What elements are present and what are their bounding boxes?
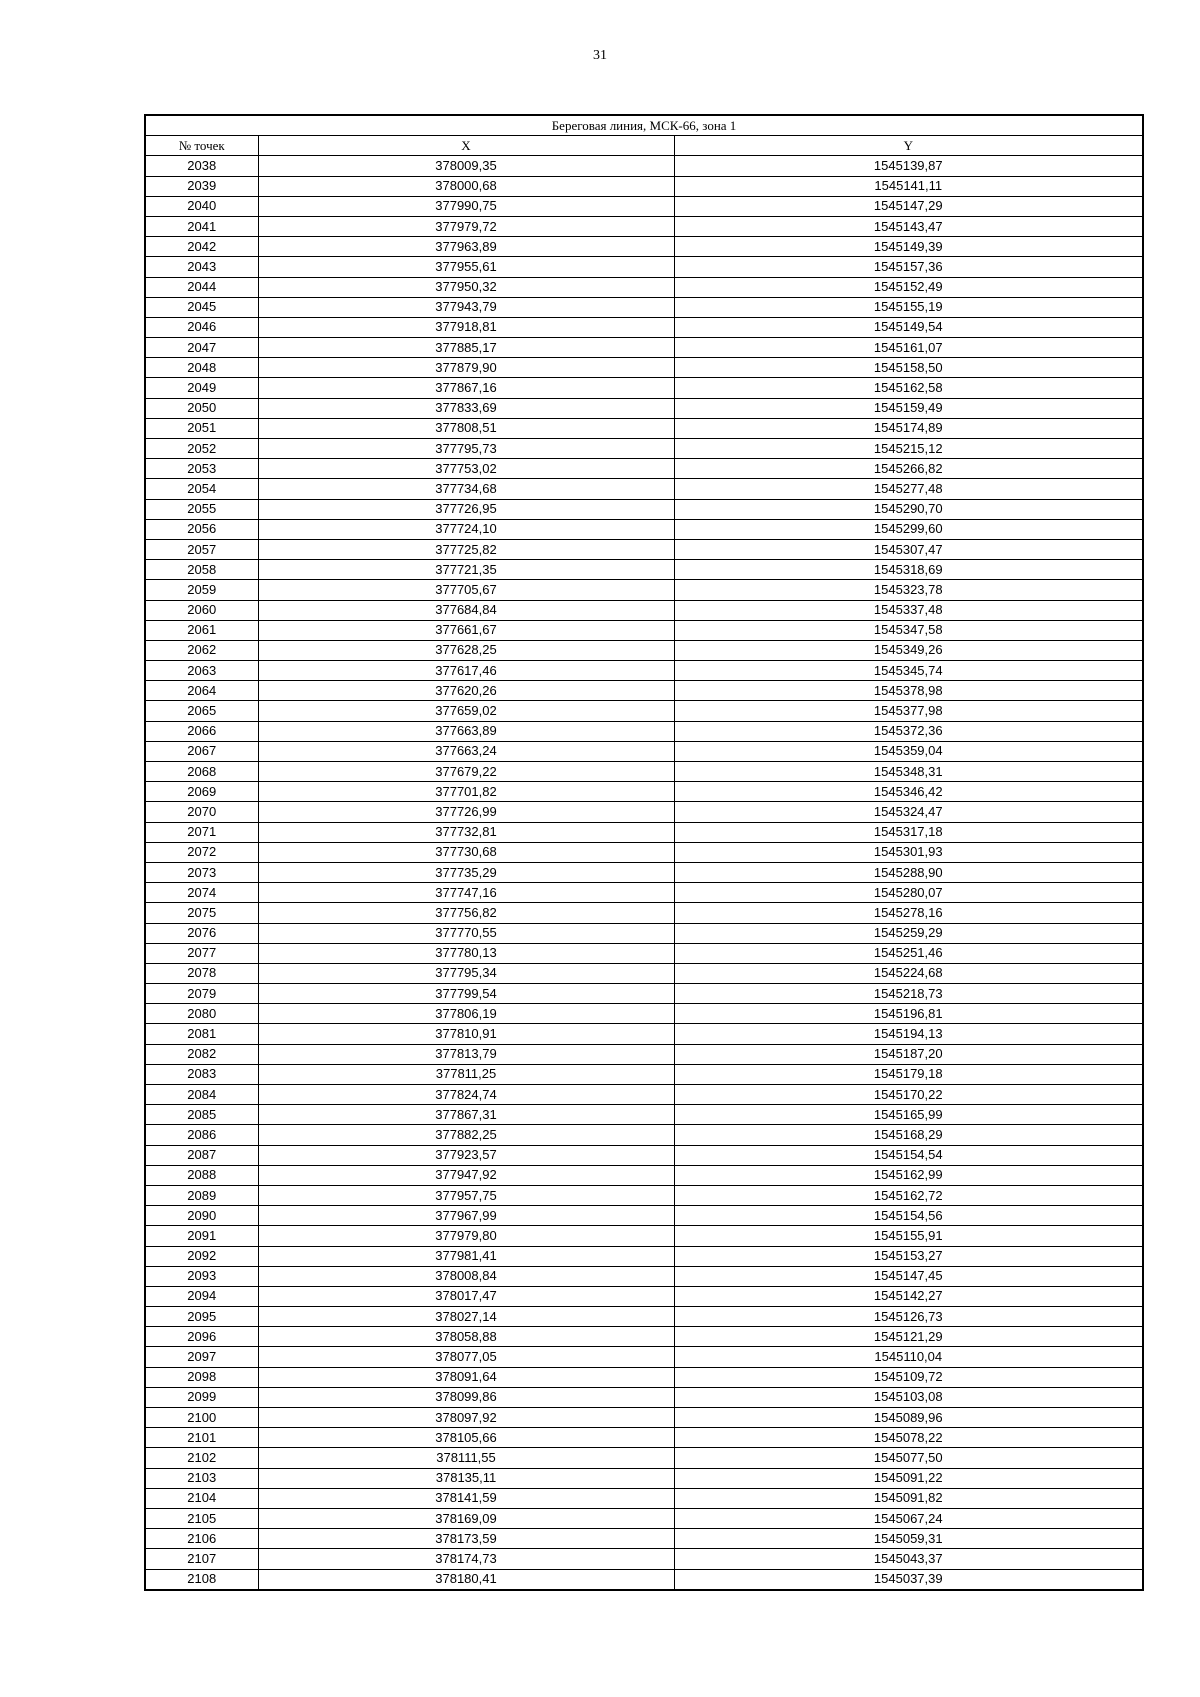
- cell-point-number: 2052: [145, 439, 258, 459]
- cell-point-number: 2079: [145, 984, 258, 1004]
- cell-y: 1545179,18: [674, 1064, 1143, 1084]
- cell-point-number: 2054: [145, 479, 258, 499]
- table-title: Береговая линия, МСК-66, зона 1: [145, 115, 1143, 136]
- cell-x: 377721,35: [258, 560, 674, 580]
- table-row: [145, 984, 1143, 1004]
- cell-x: 377730,68: [258, 842, 674, 862]
- cell-y: 1545301,93: [674, 842, 1143, 862]
- cell-y: 1545337,48: [674, 600, 1143, 620]
- table-row: [145, 1286, 1143, 1306]
- cell-point-number: 2082: [145, 1044, 258, 1064]
- cell-y: 1545139,87: [674, 156, 1143, 176]
- cell-x: 377918,81: [258, 317, 674, 337]
- cell-y: 1545126,73: [674, 1307, 1143, 1327]
- cell-x: 377981,41: [258, 1246, 674, 1266]
- cell-x: 377725,82: [258, 539, 674, 559]
- table-row: [145, 1266, 1143, 1286]
- table-row: [145, 539, 1143, 559]
- cell-x: 377679,22: [258, 762, 674, 782]
- table-row: [145, 600, 1143, 620]
- cell-x: 377795,73: [258, 439, 674, 459]
- cell-y: 1545153,27: [674, 1246, 1143, 1266]
- cell-x: 378174,73: [258, 1549, 674, 1569]
- cell-point-number: 2076: [145, 923, 258, 943]
- table-row: [145, 479, 1143, 499]
- cell-y: 1545159,49: [674, 398, 1143, 418]
- cell-y: 1545378,98: [674, 681, 1143, 701]
- table-row: [145, 418, 1143, 438]
- cell-y: 1545162,72: [674, 1185, 1143, 1205]
- cell-point-number: 2048: [145, 358, 258, 378]
- cell-point-number: 2087: [145, 1145, 258, 1165]
- cell-x: 377950,32: [258, 277, 674, 297]
- cell-x: 377963,89: [258, 237, 674, 257]
- cell-y: 1545089,96: [674, 1408, 1143, 1428]
- cell-point-number: 2060: [145, 600, 258, 620]
- cell-point-number: 2065: [145, 701, 258, 721]
- cell-point-number: 2107: [145, 1549, 258, 1569]
- cell-point-number: 2102: [145, 1448, 258, 1468]
- table-row: [145, 782, 1143, 802]
- cell-x: 377770,55: [258, 923, 674, 943]
- cell-x: 377947,92: [258, 1165, 674, 1185]
- table-row: [145, 560, 1143, 580]
- cell-y: 1545377,98: [674, 701, 1143, 721]
- table-row: [145, 963, 1143, 983]
- table-row: [145, 903, 1143, 923]
- cell-point-number: 2074: [145, 883, 258, 903]
- cell-y: 1545323,78: [674, 580, 1143, 600]
- cell-point-number: 2108: [145, 1569, 258, 1590]
- table-row: [145, 943, 1143, 963]
- cell-point-number: 2038: [145, 156, 258, 176]
- cell-y: 1545277,48: [674, 479, 1143, 499]
- table-row: [145, 1448, 1143, 1468]
- cell-x: 377726,99: [258, 802, 674, 822]
- table-row: [145, 1508, 1143, 1528]
- table-row: [145, 1408, 1143, 1428]
- table-row: [145, 1044, 1143, 1064]
- cell-x: 377824,74: [258, 1085, 674, 1105]
- cell-y: 1545142,27: [674, 1286, 1143, 1306]
- table-row: [145, 1125, 1143, 1145]
- table-row: [145, 741, 1143, 761]
- cell-y: 1545345,74: [674, 661, 1143, 681]
- table-row: [145, 1246, 1143, 1266]
- cell-point-number: 2066: [145, 721, 258, 741]
- cell-x: 377882,25: [258, 1125, 674, 1145]
- cell-x: 378105,66: [258, 1428, 674, 1448]
- cell-x: 377943,79: [258, 297, 674, 317]
- page-number: 31: [593, 48, 607, 63]
- table-row: [145, 297, 1143, 317]
- cell-x: 378135,11: [258, 1468, 674, 1488]
- table-row: [145, 499, 1143, 519]
- table-row: [145, 1145, 1143, 1165]
- table-row: [145, 176, 1143, 196]
- cell-point-number: 2089: [145, 1185, 258, 1205]
- cell-point-number: 2075: [145, 903, 258, 923]
- cell-x: 378008,84: [258, 1266, 674, 1286]
- cell-point-number: 2069: [145, 782, 258, 802]
- cell-x: 377756,82: [258, 903, 674, 923]
- cell-x: 377867,16: [258, 378, 674, 398]
- table-row: [145, 580, 1143, 600]
- table-row: [145, 459, 1143, 479]
- cell-point-number: 2097: [145, 1347, 258, 1367]
- cell-x: 377684,84: [258, 600, 674, 620]
- cell-x: 377955,61: [258, 257, 674, 277]
- cell-y: 1545091,22: [674, 1468, 1143, 1488]
- table-row: [145, 1428, 1143, 1448]
- cell-y: 1545215,12: [674, 439, 1143, 459]
- cell-point-number: 2045: [145, 297, 258, 317]
- cell-point-number: 2083: [145, 1064, 258, 1084]
- table-title-row: [145, 115, 1143, 136]
- cell-y: 1545290,70: [674, 499, 1143, 519]
- cell-point-number: 2080: [145, 1004, 258, 1024]
- cell-x: 377705,67: [258, 580, 674, 600]
- cell-x: 377799,54: [258, 984, 674, 1004]
- cell-point-number: 2071: [145, 822, 258, 842]
- cell-x: 377967,99: [258, 1206, 674, 1226]
- table-row: [145, 681, 1143, 701]
- table-row: [145, 1468, 1143, 1488]
- table-row: [145, 237, 1143, 257]
- cell-y: 1545155,91: [674, 1226, 1143, 1246]
- cell-point-number: 2094: [145, 1286, 258, 1306]
- cell-point-number: 2105: [145, 1508, 258, 1528]
- cell-x: 377724,10: [258, 519, 674, 539]
- cell-y: 1545121,29: [674, 1327, 1143, 1347]
- cell-x: 377867,31: [258, 1105, 674, 1125]
- cell-y: 1545154,54: [674, 1145, 1143, 1165]
- cell-point-number: 2093: [145, 1266, 258, 1286]
- cell-x: 377879,90: [258, 358, 674, 378]
- table-row: [145, 338, 1143, 358]
- cell-x: 377747,16: [258, 883, 674, 903]
- cell-x: 378077,05: [258, 1347, 674, 1367]
- table-row: [145, 196, 1143, 216]
- table-body: [145, 156, 1143, 1590]
- table-row: [145, 378, 1143, 398]
- cell-y: 1545346,42: [674, 782, 1143, 802]
- table-row: [145, 661, 1143, 681]
- cell-x: 378111,55: [258, 1448, 674, 1468]
- table-row: [145, 721, 1143, 741]
- cell-point-number: 2067: [145, 741, 258, 761]
- table-row: [145, 317, 1143, 337]
- cell-point-number: 2072: [145, 842, 258, 862]
- table-row: [145, 257, 1143, 277]
- cell-y: 1545147,45: [674, 1266, 1143, 1286]
- cell-x: 377806,19: [258, 1004, 674, 1024]
- cell-y: 1545194,13: [674, 1024, 1143, 1044]
- table-row: [145, 1165, 1143, 1185]
- table-row: [145, 1085, 1143, 1105]
- cell-y: 1545154,56: [674, 1206, 1143, 1226]
- cell-point-number: 2058: [145, 560, 258, 580]
- cell-point-number: 2044: [145, 277, 258, 297]
- cell-x: 378017,47: [258, 1286, 674, 1306]
- table-row: [145, 1064, 1143, 1084]
- cell-x: 377979,72: [258, 216, 674, 236]
- cell-x: 377726,95: [258, 499, 674, 519]
- coordinates-table: [144, 114, 1144, 1591]
- cell-point-number: 2088: [145, 1165, 258, 1185]
- cell-y: 1545324,47: [674, 802, 1143, 822]
- table-row: [145, 822, 1143, 842]
- cell-x: 378141,59: [258, 1488, 674, 1508]
- cell-y: 1545218,73: [674, 984, 1143, 1004]
- cell-y: 1545318,69: [674, 560, 1143, 580]
- cell-point-number: 2106: [145, 1529, 258, 1549]
- cell-point-number: 2049: [145, 378, 258, 398]
- cell-y: 1545161,07: [674, 338, 1143, 358]
- table-row: [145, 1185, 1143, 1205]
- cell-y: 1545110,04: [674, 1347, 1143, 1367]
- cell-y: 1545168,29: [674, 1125, 1143, 1145]
- cell-point-number: 2050: [145, 398, 258, 418]
- cell-y: 1545266,82: [674, 459, 1143, 479]
- table-row: [145, 923, 1143, 943]
- cell-x: 377957,75: [258, 1185, 674, 1205]
- table-row: [145, 1004, 1143, 1024]
- cell-point-number: 2039: [145, 176, 258, 196]
- cell-x: 378091,64: [258, 1367, 674, 1387]
- cell-point-number: 2073: [145, 862, 258, 882]
- cell-x: 378009,35: [258, 156, 674, 176]
- table-row: [145, 1549, 1143, 1569]
- cell-y: 1545288,90: [674, 862, 1143, 882]
- cell-y: 1545259,29: [674, 923, 1143, 943]
- table-row: [145, 277, 1143, 297]
- cell-x: 378000,68: [258, 176, 674, 196]
- table-row: [145, 1488, 1143, 1508]
- cell-point-number: 2086: [145, 1125, 258, 1145]
- cell-x: 378169,09: [258, 1508, 674, 1528]
- cell-point-number: 2077: [145, 943, 258, 963]
- cell-y: 1545037,39: [674, 1569, 1143, 1590]
- table-row: [145, 802, 1143, 822]
- cell-point-number: 2063: [145, 661, 258, 681]
- cell-x: 377661,67: [258, 620, 674, 640]
- cell-y: 1545141,11: [674, 176, 1143, 196]
- cell-y: 1545158,50: [674, 358, 1143, 378]
- table-row: [145, 519, 1143, 539]
- cell-x: 377753,02: [258, 459, 674, 479]
- cell-y: 1545307,47: [674, 539, 1143, 559]
- cell-y: 1545170,22: [674, 1085, 1143, 1105]
- cell-point-number: 2090: [145, 1206, 258, 1226]
- cell-y: 1545278,16: [674, 903, 1143, 923]
- cell-y: 1545347,58: [674, 620, 1143, 640]
- cell-point-number: 2091: [145, 1226, 258, 1246]
- table-row: [145, 439, 1143, 459]
- cell-x: 377701,82: [258, 782, 674, 802]
- cell-y: 1545157,36: [674, 257, 1143, 277]
- table-row: [145, 398, 1143, 418]
- cell-x: 377780,13: [258, 943, 674, 963]
- cell-y: 1545149,54: [674, 317, 1143, 337]
- table-row: [145, 1367, 1143, 1387]
- cell-y: 1545077,50: [674, 1448, 1143, 1468]
- cell-point-number: 2043: [145, 257, 258, 277]
- cell-point-number: 2056: [145, 519, 258, 539]
- table-row: [145, 762, 1143, 782]
- header-point-number: № точек: [145, 136, 258, 156]
- cell-point-number: 2059: [145, 580, 258, 600]
- cell-y: 1545165,99: [674, 1105, 1143, 1125]
- cell-y: 1545143,47: [674, 216, 1143, 236]
- cell-point-number: 2103: [145, 1468, 258, 1488]
- cell-point-number: 2092: [145, 1246, 258, 1266]
- table-header-row: [145, 136, 1143, 156]
- cell-y: 1545317,18: [674, 822, 1143, 842]
- cell-x: 377795,34: [258, 963, 674, 983]
- cell-y: 1545359,04: [674, 741, 1143, 761]
- cell-x: 377811,25: [258, 1064, 674, 1084]
- table-row: [145, 640, 1143, 660]
- cell-point-number: 2099: [145, 1387, 258, 1407]
- cell-point-number: 2046: [145, 317, 258, 337]
- cell-y: 1545174,89: [674, 418, 1143, 438]
- cell-x: 377732,81: [258, 822, 674, 842]
- cell-x: 377734,68: [258, 479, 674, 499]
- cell-y: 1545155,19: [674, 297, 1143, 317]
- header-y: Y: [674, 136, 1143, 156]
- cell-y: 1545251,46: [674, 943, 1143, 963]
- table-row: [145, 1206, 1143, 1226]
- cell-point-number: 2078: [145, 963, 258, 983]
- cell-point-number: 2101: [145, 1428, 258, 1448]
- cell-x: 377663,24: [258, 741, 674, 761]
- table-row: [145, 1226, 1143, 1246]
- cell-y: 1545091,82: [674, 1488, 1143, 1508]
- cell-point-number: 2104: [145, 1488, 258, 1508]
- cell-x: 378097,92: [258, 1408, 674, 1428]
- cell-x: 377979,80: [258, 1226, 674, 1246]
- cell-y: 1545067,24: [674, 1508, 1143, 1528]
- table-row: [145, 1529, 1143, 1549]
- cell-point-number: 2100: [145, 1408, 258, 1428]
- table-row: [145, 358, 1143, 378]
- cell-x: 377628,25: [258, 640, 674, 660]
- cell-y: 1545372,36: [674, 721, 1143, 741]
- cell-y: 1545196,81: [674, 1004, 1143, 1024]
- header-x: X: [258, 136, 674, 156]
- cell-y: 1545109,72: [674, 1367, 1143, 1387]
- cell-y: 1545078,22: [674, 1428, 1143, 1448]
- table-row: [145, 1569, 1143, 1590]
- cell-point-number: 2084: [145, 1085, 258, 1105]
- table-row: [145, 1307, 1143, 1327]
- cell-x: 378099,86: [258, 1387, 674, 1407]
- cell-y: 1545299,60: [674, 519, 1143, 539]
- cell-x: 378027,14: [258, 1307, 674, 1327]
- table-row: [145, 1105, 1143, 1125]
- cell-y: 1545348,31: [674, 762, 1143, 782]
- cell-y: 1545349,26: [674, 640, 1143, 660]
- cell-x: 377808,51: [258, 418, 674, 438]
- table-row: [145, 883, 1143, 903]
- cell-x: 377663,89: [258, 721, 674, 741]
- table-row: [145, 1024, 1143, 1044]
- cell-x: 378180,41: [258, 1569, 674, 1590]
- cell-point-number: 2095: [145, 1307, 258, 1327]
- cell-point-number: 2085: [145, 1105, 258, 1125]
- table-row: [145, 216, 1143, 236]
- cell-y: 1545280,07: [674, 883, 1143, 903]
- table-row: [145, 1327, 1143, 1347]
- cell-y: 1545187,20: [674, 1044, 1143, 1064]
- cell-point-number: 2040: [145, 196, 258, 216]
- cell-point-number: 2064: [145, 681, 258, 701]
- cell-y: 1545152,49: [674, 277, 1143, 297]
- table-row: [145, 701, 1143, 721]
- cell-point-number: 2081: [145, 1024, 258, 1044]
- cell-point-number: 2068: [145, 762, 258, 782]
- cell-x: 377923,57: [258, 1145, 674, 1165]
- cell-point-number: 2098: [145, 1367, 258, 1387]
- cell-y: 1545059,31: [674, 1529, 1143, 1549]
- cell-point-number: 2057: [145, 539, 258, 559]
- cell-x: 377659,02: [258, 701, 674, 721]
- cell-point-number: 2047: [145, 338, 258, 358]
- table-row: [145, 1347, 1143, 1367]
- cell-point-number: 2042: [145, 237, 258, 257]
- cell-point-number: 2041: [145, 216, 258, 236]
- table-row: [145, 156, 1143, 176]
- cell-point-number: 2051: [145, 418, 258, 438]
- cell-point-number: 2070: [145, 802, 258, 822]
- cell-y: 1545162,99: [674, 1165, 1143, 1185]
- cell-point-number: 2055: [145, 499, 258, 519]
- cell-x: 377833,69: [258, 398, 674, 418]
- cell-point-number: 2053: [145, 459, 258, 479]
- cell-y: 1545224,68: [674, 963, 1143, 983]
- table-row: [145, 620, 1143, 640]
- cell-y: 1545103,08: [674, 1387, 1143, 1407]
- cell-x: 377617,46: [258, 661, 674, 681]
- cell-point-number: 2061: [145, 620, 258, 640]
- table-row: [145, 862, 1143, 882]
- cell-point-number: 2062: [145, 640, 258, 660]
- cell-y: 1545149,39: [674, 237, 1143, 257]
- cell-y: 1545043,37: [674, 1549, 1143, 1569]
- cell-x: 377620,26: [258, 681, 674, 701]
- cell-point-number: 2096: [145, 1327, 258, 1347]
- table-row: [145, 842, 1143, 862]
- table-row: [145, 1387, 1143, 1407]
- cell-x: 377885,17: [258, 338, 674, 358]
- cell-x: 377735,29: [258, 862, 674, 882]
- cell-x: 378058,88: [258, 1327, 674, 1347]
- cell-x: 378173,59: [258, 1529, 674, 1549]
- cell-y: 1545162,58: [674, 378, 1143, 398]
- cell-x: 377813,79: [258, 1044, 674, 1064]
- cell-x: 377810,91: [258, 1024, 674, 1044]
- cell-y: 1545147,29: [674, 196, 1143, 216]
- cell-x: 377990,75: [258, 196, 674, 216]
